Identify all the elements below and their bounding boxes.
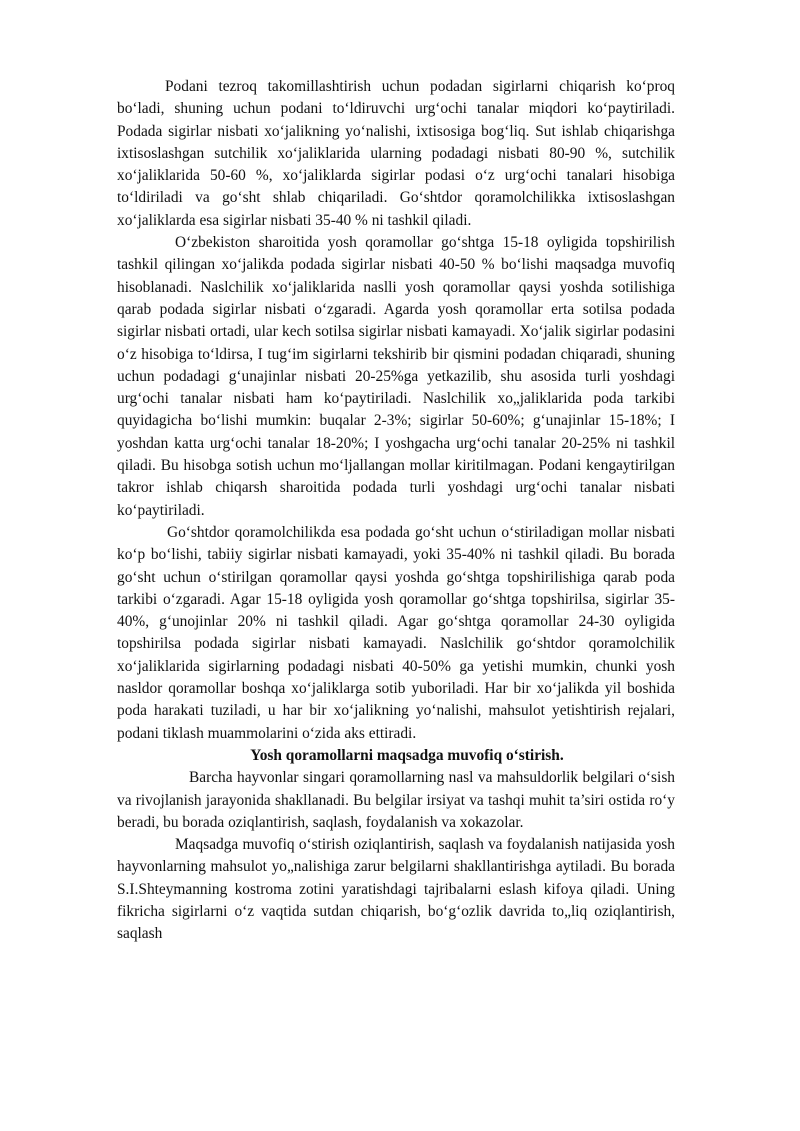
paragraph-beef-cattle: Go‘shtdor qoramolchilikda esa podada go‘sht uchun o‘stiriladigan mollar nisbati ko‘p bo‘lishi, tabiiy sigirlar nisbati kamayadi, yoki 35-40% ni tashkil qiladi. Bu borada go‘sht uchun o‘stirilgan qoramollar qaysi yoshda go‘shtga topshirilishiga qarab poda tarkibi o‘zgaradi. Agar 15-18 oyligida yosh qoramollar go‘shtga topshirilsa, sigirlar 35-40%, g‘unojinlar 20% ni tashkil qiladi. Agar go‘shtga qoramollar 24-30 oyligida topshirilsa podada sigirlar nisbati kamayadi. Naslchilik go‘shtdor qoramolchilik xo‘jaliklarida sigirlarning podadagi nisbati 40-50% ga yetishi mumkin, chunki yosh nasldor qoramollar boshqa xo‘jaliklarga sotib yuboriladi. Har bir xo‘jalikda yil boshida poda harakati tuziladi, u har bir xo‘jalikning yo‘nalishi, mahsulot yetishtirish rejalari, podani tiklash muammolarini o‘zida aks ettiradi. <box>117 523 675 742</box>
paragraph-uzbekistan-conditions: O‘zbekiston sharoitida yosh qoramollar go‘shtga 15-18 oyligida topshirilish tashkil qilingan xo‘jalikda podada sigirlar nisbati 40-50 % bo‘lishi maqsadga muvofiq hisoblanadi. Naslchilik xo‘jaliklarida naslli yosh qoramollar qaysi yoshda sotilishiga qarab podada sigirlar nisbati o‘zgaradi. Agarda yosh qoramollar erta sotilsa podada sigirlar nisbati ortadi, ular kech sotilsa sigirlar nisbati kamayadi. Xo‘jalik sigirlar podasini o‘z hisobiga to‘ldirsa, I tug‘im sigirlarni tekshirib bir qismini podadan chiqaradi, shuning uchun podadagi g‘unajinlar nisbati 20-25%ga yetkazilib, shu asosida turli yoshdagi urg‘ochi tanalar nisbati ham ko‘paytiriladi. Naslchilik xo„jaliklarida poda tarkibi quyidagicha bo‘lishi mumkin: buqalar 2-3%; sigirlar 50-60%; g‘unajinlar 15-18%; I yoshdan katta urg‘ochi tanalar 18-20%; I yoshgacha urg‘ochi tanalar 20-25% ni tashkil qiladi. Bu hisobga sotish uchun mo‘ljallangan mollar kiritilmagan. Podani kengaytirilgan takror ishlab chiqarsh sharoitida podada turli yoshdagi urg‘ochi tanalar nisbati ko‘paytiriladi. <box>117 234 675 519</box>
paragraph-purposeful-raising: Maqsadga muvofiq o‘stirish oziqlantirish, saqlash va foydalanish natijasida yosh hayvonlarning mahsulot yo„nalishiga zarur belgilarni shakllantirishga aytiladi. Bu borada S.I.Shteymanning kostroma zotini yaratishdagi tajribalarni eslash kifoya qiladi. Uning fikricha sigirlarni o‘z vaqtida sutdan chiqarish, bo‘g‘ozlik davrida to„liq oziqlantirish, saqlash <box>117 836 675 943</box>
paragraph-breeding-traits: Barcha hayvonlar singari qoramollarning nasl va mahsuldorlik belgilari o‘sish va rivojlanish jarayonida shakllanadi. Bu belgilar irsiyat va tashqi muhit ta’siri ostida ro‘y beradi, bu borada oziqlantirish, saqlash, foydalanish va xokazolar. <box>117 769 675 831</box>
section-heading: Yosh qoramollarni maqsadga muvofiq o‘stirish. <box>250 746 564 764</box>
paragraph-herd-improvement: Podani tezroq takomillashtirish uchun podadan sigirlarni chiqarish ko‘proq bo‘ladi, shuning uchun podani to‘ldiruvchi urg‘ochi tanalar miqdori ko‘paytiriladi. Podada sigirlar nisbati xo‘jalikning yo‘nalishi, ixtisosiga bog‘liq. Sut ishlab chiqarishga ixtisoslashgan sutchilik xo‘jaliklarida ularning podadagi nisbati 80-90 %, sutchilik xo‘jaliklarida 50-60 %, xo‘jaliklarda sigirlar podasi o‘z urg‘ochi tanalari hisobiga to‘ldiriladi va go‘sht shlab chiqariladi. Go‘shtdor qoramolchilikka ixtisoslashgan xo‘jaliklarda esa sigirlar nisbati 35-40 % ni tashkil qiladi. <box>117 78 675 229</box>
document-page <box>117 76 675 946</box>
